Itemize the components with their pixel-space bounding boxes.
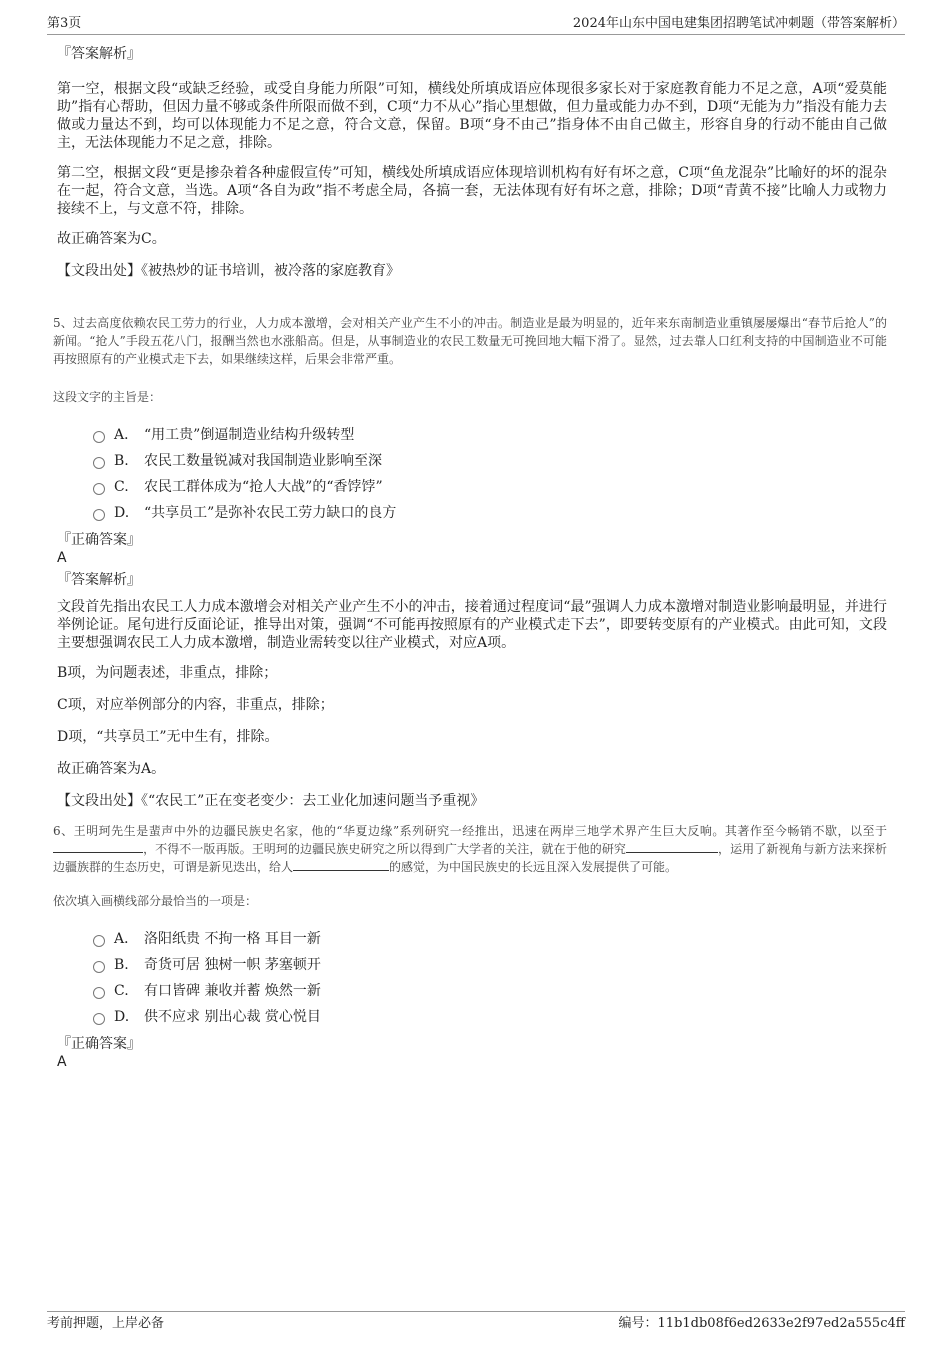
fill-blank-1 [53, 840, 143, 853]
analysis-label: 『答案解析』 [57, 46, 141, 62]
question-text-part: ，不得不一版再版。王明珂的边疆民族史研究之所以得到广大学者的关注，就在于他的研究 [143, 842, 626, 856]
option-text: “共享员工”是弥补农民工劳力缺口的良方 [144, 505, 397, 521]
option-letter: D. [114, 1009, 130, 1025]
option-c[interactable] [93, 474, 887, 500]
option-text: 有口皆碑 兼收并蓄 焕然一新 [144, 983, 321, 999]
analysis-note-b: B项，为问题表述，非重点，排除； [57, 665, 278, 681]
option-d[interactable] [93, 500, 887, 526]
radio-icon[interactable] [93, 935, 105, 947]
radio-icon[interactable] [93, 431, 105, 443]
radio-icon[interactable] [93, 457, 105, 469]
analysis-note-c: C项，对应举例部分的内容，非重点，排除； [57, 697, 334, 713]
fill-blank-2 [626, 840, 718, 853]
option-b[interactable] [93, 448, 887, 474]
option-letter: D. [114, 505, 130, 521]
radio-icon[interactable] [93, 961, 105, 973]
page-number: 第3页 [47, 16, 82, 31]
option-letter: A． [114, 931, 139, 947]
analysis-paragraph-1: 第一空，根据文段“或缺乏经验，或受自身能力所限”可知，横线处所填成语应体现很多家长对于家庭教育能力不足之意，A项“爱莫能助”指有心帮助，但因力量不够或条件所限而做不到，C项“力不从心”指心里想做，但力量或能力办不到，D项“无能为力”指没有能力去做或力量达不到，均可以体现能力不足之意，符合文意，保留。B项“身不由己”指身体不由自己做主，形容自身的行动不能由自己做主，无法体现能力不足之意，排除。 [57, 81, 887, 151]
question-prompt: 依次填入画横线部分最恰当的一项是： [53, 894, 258, 908]
document-title: 2024年山东中国电建集团招聘笔试冲刺题（带答案解析） [572, 16, 905, 31]
option-d[interactable] [93, 1004, 887, 1030]
option-text: 农民工群体成为“抢人大战”的“香饽饽” [144, 479, 383, 495]
analysis-conclusion: 故正确答案为A。 [57, 761, 166, 777]
radio-icon[interactable] [93, 987, 105, 999]
analysis-note-d: D项，“共享员工”无中生有，排除。 [57, 729, 279, 745]
source-citation: 【文段出处】《“农民工”正在变老变少：去工业化加速问题当予重视》 [57, 793, 485, 809]
option-a[interactable] [93, 926, 887, 952]
page-header [47, 14, 905, 35]
analysis-paragraph: 文段首先指出农民工人力成本激增会对相关产业产生不小的冲击，接着通过程度词“最”强调人力成本激增对制造业影响最明显，并进行举例论证。尾句进行反面论证，推导出对策，强调“不可能再按照原有的产业模式走下去”，即要转变原有的产业模式。由此可知，文段主要想强调农民工人力成本激增，制造业需转变以往产业模式，对应A项。 [57, 599, 887, 651]
radio-icon[interactable] [93, 483, 105, 495]
question-prompt: 这段文字的主旨是： [53, 390, 162, 404]
option-a[interactable] [93, 422, 887, 448]
option-letter: C. [114, 479, 129, 495]
option-letter: B. [114, 957, 129, 973]
question-text-part: ，运用了新视角与新方法来探析边疆族群的生态历史，可谓是新见迭出，给人 [53, 842, 887, 874]
section-prev-analysis [57, 44, 887, 280]
correct-answer: A [57, 1054, 67, 1070]
question-6 [53, 822, 887, 1030]
document-content [53, 44, 887, 1070]
option-list [93, 422, 887, 526]
page-footer [47, 1311, 905, 1332]
analysis-label: 『答案解析』 [57, 572, 141, 588]
question-5 [53, 314, 887, 526]
option-text: “用工贵”倒逼制造业结构升级转型 [144, 427, 355, 443]
source-citation: 【文段出处】《被热炒的证书培训，被冷落的家庭教育》 [57, 263, 400, 279]
option-text: 供不应求 别出心裁 赏心悦目 [144, 1009, 321, 1025]
option-text: 洛阳纸贵 不拘一格 耳目一新 [144, 931, 321, 947]
option-letter: C. [114, 983, 129, 999]
option-list [93, 926, 887, 1030]
question-text [53, 822, 887, 876]
option-letter: B. [114, 453, 129, 469]
option-text: 农民工数量锐减对我国制造业影响至深 [144, 453, 382, 469]
option-letter: A． [114, 427, 139, 443]
document-id: 编号：11b1db08f6ed2633e2f97ed2a555c4ff [618, 1316, 905, 1331]
fill-blank-3 [293, 858, 389, 871]
footer-slogan: 考前押题，上岸必备 [47, 1316, 165, 1331]
correct-answer-label: 『正确答案』 [57, 532, 141, 548]
question-text: 5、过去高度依赖农民工劳力的行业，人力成本激增，会对相关产业产生不小的冲击。制造业是最为明显的，近年来东南制造业重镇屡屡爆出“春节后抢人”的新闻。“抢人”手段五花八门，报酬当然也水涨船高。但是，从事制造业的农民工数量无可挽回地大幅下滑了。显然，过去靠人口红利支持的中国制造业不可能再按照原有的产业模式走下去，如果继续这样，后果会非常严重。 [53, 316, 887, 366]
option-b[interactable] [93, 952, 887, 978]
correct-answer: A [57, 550, 67, 566]
radio-icon[interactable] [93, 1013, 105, 1025]
option-text: 奇货可居 独树一帜 茅塞顿开 [144, 957, 321, 973]
analysis-conclusion: 故正确答案为C。 [57, 231, 166, 247]
option-c[interactable] [93, 978, 887, 1004]
radio-icon[interactable] [93, 509, 105, 521]
question-text-part: 6、王明珂先生是蜚声中外的边疆民族史名家，他的“华夏边缘”系列研究一经推出，迅速在两岸三地学术界产生巨大反响。其著作至今畅销不歇，以至于 [53, 824, 887, 838]
question-text-part: 的感觉，为中国民族史的长远且深入发展提供了可能。 [389, 860, 678, 874]
analysis-paragraph-2: 第二空，根据文段“更是掺杂着各种虚假宣传”可知，横线处所填成语应体现培训机构有好有坏之意，C项“鱼龙混杂”比喻好的坏的混杂在一起，符合文意，当选。A项“各自为政”指不考虑全局，各搞一套，无法体现有好有坏之意，排除；D项“青黄不接”比喻人力或物力接续不上，与文意不符，排除。 [57, 165, 887, 217]
correct-answer-label: 『正确答案』 [57, 1036, 141, 1052]
